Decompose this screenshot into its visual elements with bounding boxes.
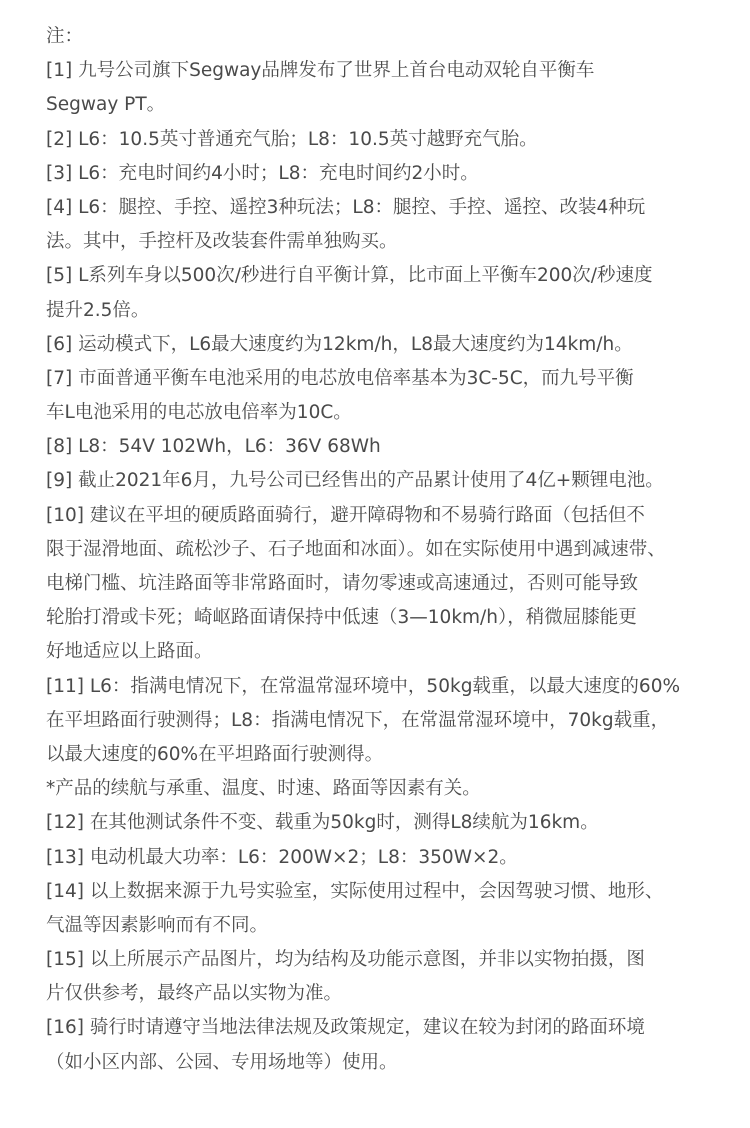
note-line-10b: 限于湿滑地面、疏松沙子、石子地面和冰面）。如在实际使用中遇到减速带、 (46, 538, 666, 560)
note-line-15b: 片仅供参考，最终产品以实物为准。 (46, 983, 343, 1005)
note-line-11b: 在平坦路面行驶测得；L8：指满电情况下，在常温常湿环境中，70kg载重， (46, 709, 670, 731)
note-line-12: [12] 在其他测试条件不变、载重为50kg时，测得L8续航为16km。 (46, 812, 599, 834)
note-line-7b: 车L电池采用的电芯放电倍率为10C。 (46, 402, 352, 424)
note-line-8: [8] L8：54V 102Wh，L6：36V 68Wh (46, 436, 381, 458)
note-line-1b: Segway PT。 (46, 94, 166, 116)
notes-heading: 注： (46, 26, 84, 47)
note-line-10c: 电梯门槛、坑洼路面等非常路面时，请勿零速或高速通过，否则可能导致 (46, 573, 639, 594)
note-line-14a: [14] 以上数据来源于九号实验室，实际使用过程中，会因驾驶习惯、地形、 (46, 880, 664, 902)
note-line-10e: 好地适应以上路面。 (46, 641, 213, 663)
note-line-10a: [10] 建议在平坦的硬质路面骑行，避开障碍物和不易骑行路面（包括但不 (46, 504, 645, 526)
note-line-4a: [4] L6：腿控、手控、遥控3种玩法；L8：腿控、手控、遥控、改装4种玩 (46, 196, 646, 218)
note-line-11c: 以最大速度的60%在平坦路面行驶测得。 (46, 743, 384, 765)
note-line-1a: [1] 九号公司旗下Segway品牌发布了世界上首台电动双轮自平衡车 (46, 60, 595, 82)
note-line-2: [2] L6：10.5英寸普通充气胎；L8：10.5英寸越野充气胎。 (46, 128, 538, 150)
note-line-9: [9] 截止2021年6月，九号公司已经售出的产品累计使用了4亿+颗锂电池。 (46, 470, 664, 492)
note-line-3: [3] L6：充电时间约4小时；L8：充电时间约2小时。 (46, 162, 479, 184)
note-line-11a: [11] L6：指满电情况下，在常温常湿环境中，50kg载重，以最大速度的60% (46, 675, 681, 697)
note-line-16b: （如小区内部、公园、专用场地等）使用。 (46, 1051, 398, 1073)
note-line-5a: [5] L系列车身以500次/秒进行自平衡计算，比市面上平衡车200次/秒速度 (46, 265, 653, 287)
footnotes-block (46, 20, 730, 1080)
note-line-14b: 气温等因素影响而有不同。 (46, 914, 269, 936)
note-line-asterisk: *产品的续航与承重、温度、时速、路面等因素有关。 (46, 778, 481, 800)
note-line-4b: 法。其中，手控杆及改装套件需单独购买。 (46, 231, 398, 253)
note-line-10d: 轮胎打滑或卡死；崎岖路面请保持中低速（3—10km/h），稍微屈膝能更 (46, 607, 637, 629)
note-line-7a: [7] 市面普通平衡车电池采用的电芯放电倍率基本为3C-5C，而九号平衡 (46, 367, 634, 389)
note-line-5b: 提升2.5倍。 (46, 299, 150, 321)
note-line-16a: [16] 骑行时请遵守当地法律法规及政策规定，建议在较为封闭的路面环境 (46, 1017, 645, 1039)
note-line-15a: [15] 以上所展示产品图片，均为结构及功能示意图，并非以实物拍摄，图 (46, 949, 645, 971)
note-line-6: [6] 运动模式下，L6最大速度约为12km/h，L8最大速度约为14km/h。 (46, 333, 633, 355)
note-line-13: [13] 电动机最大功率：L6：200W×2；L8：350W×2。 (46, 846, 518, 868)
